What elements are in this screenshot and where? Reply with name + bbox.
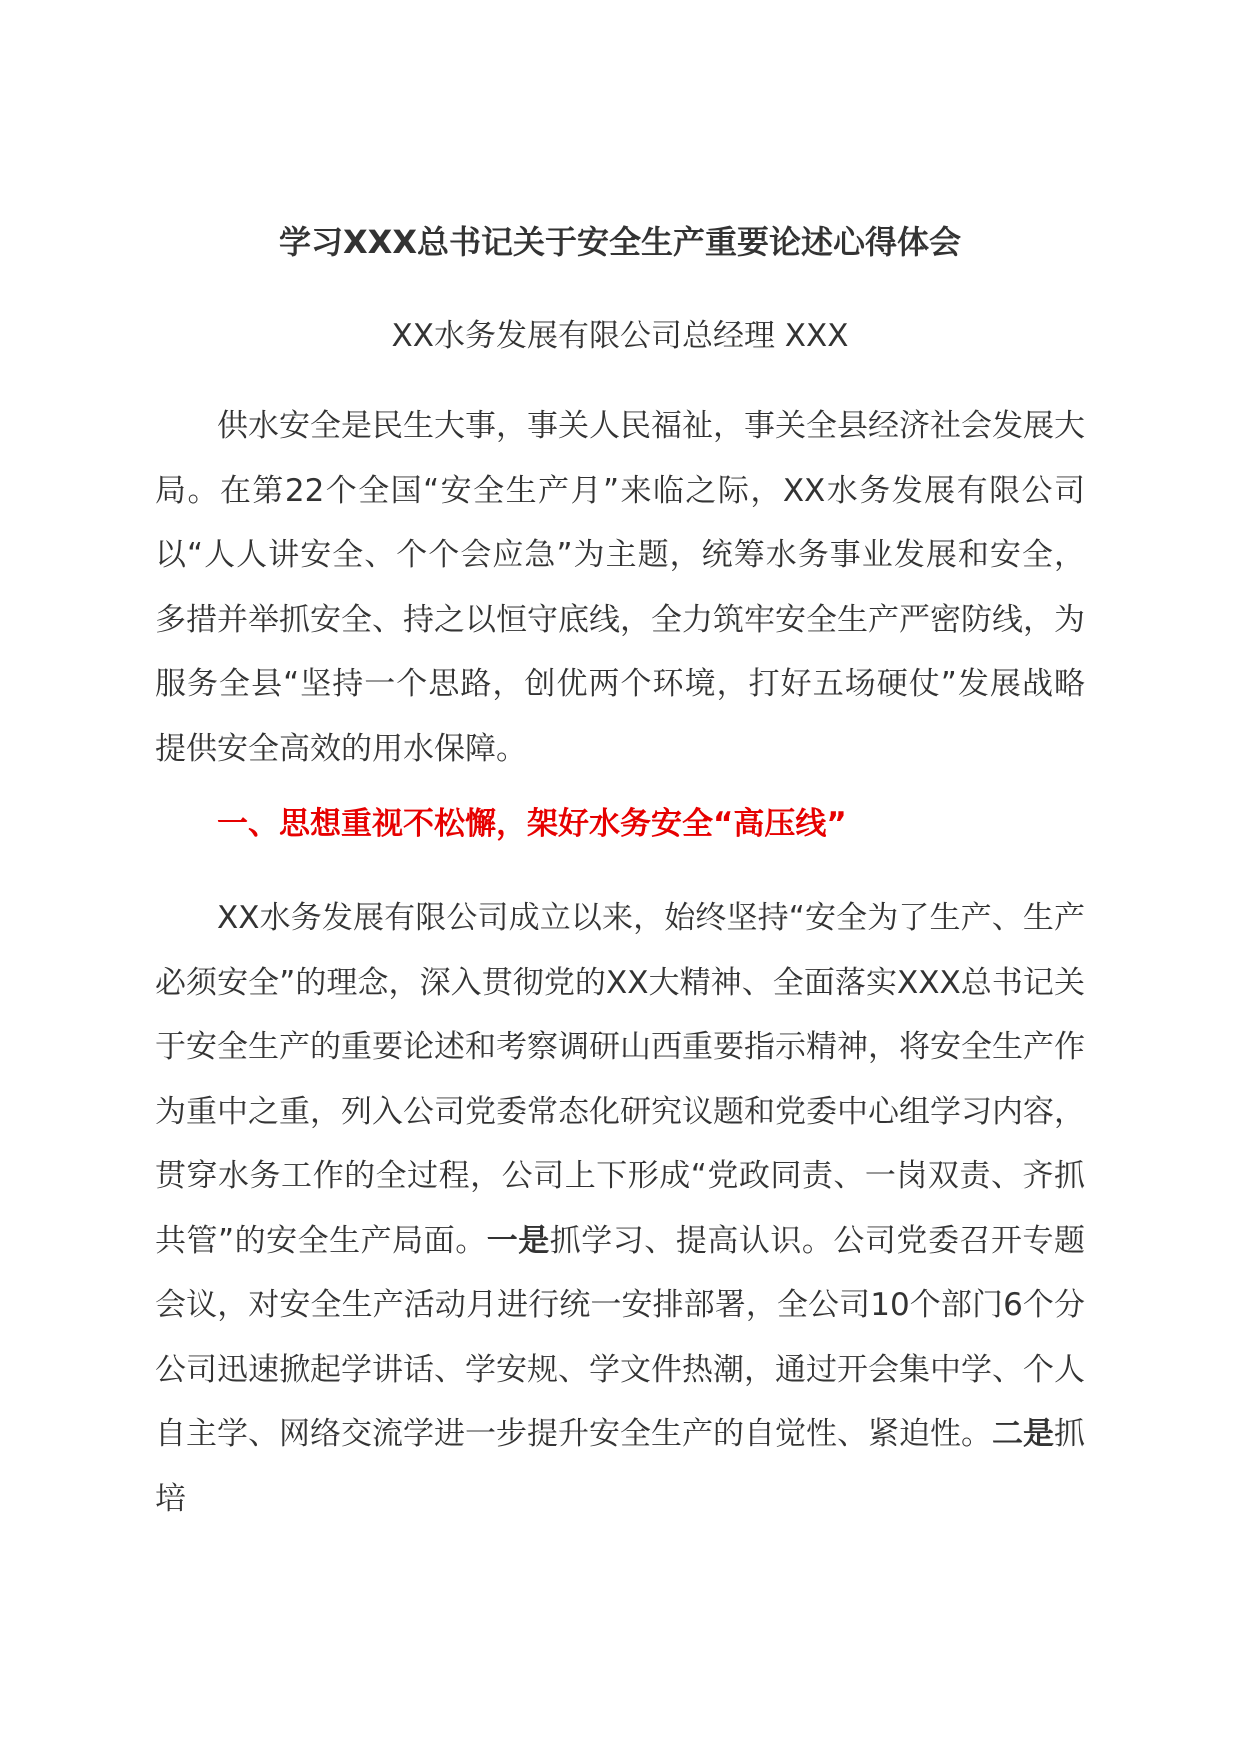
intro-paragraph: 供水安全是民生大事，事关人民福祉，事关全县经济社会发展大局。在第22个全国“安全生产月”来临之际，XX水务发展有限公司以“人人讲安全、个个会应急”为主题，统筹水务事业发展和安全，多措并举抓安全、持之以恒守底线，全力筑牢安全生产严密防线，为服务全县“坚持一个思路，创优两个环境，打好五场硬仗”发展战略提供安全高效的用水保障。	[155, 408, 1085, 767]
paragraph-text-a: XX水务发展有限公司成立以来，始终坚持“安全为了生产、生产必须安全”的理念，深入贯彻党的XX大精神、全面落实XXX总书记关于安全生产的重要论述和考察调研山西重要指示精神，将安全生产作为重中之重，列入公司党委常态化研究议题和党委中心组学习内容，贯穿水务工作的全过程，公司上下形成“党政同责、一岗双责、齐抓共管”的安全生产局面。	[155, 900, 1085, 1259]
emphasis-first: 一是	[486, 1222, 550, 1259]
body-paragraph-1	[155, 886, 1085, 1531]
paragraph-text-c: 抓培	[155, 1416, 1085, 1517]
document-title: 学习XXX总书记关于安全生产重要论述心得体会	[278, 223, 962, 261]
author-line: XX水务发展有限公司总经理 XXX	[391, 318, 849, 354]
emphasis-second: 二是	[992, 1416, 1054, 1452]
section-heading-1: 一、思想重视不松懈，架好水务安全“高压线”	[217, 806, 847, 842]
paragraph-text-b: 抓学习、提高认识。公司党委召开专题会议，对安全生产活动月进行统一安排部署，全公司10个部门6个分公司迅速掀起学讲话、学安规、学文件热潮，通过开会集中学、个人自主学、网络交流学进一步提升安全生产的自觉性、紧迫性。	[155, 1222, 1086, 1452]
